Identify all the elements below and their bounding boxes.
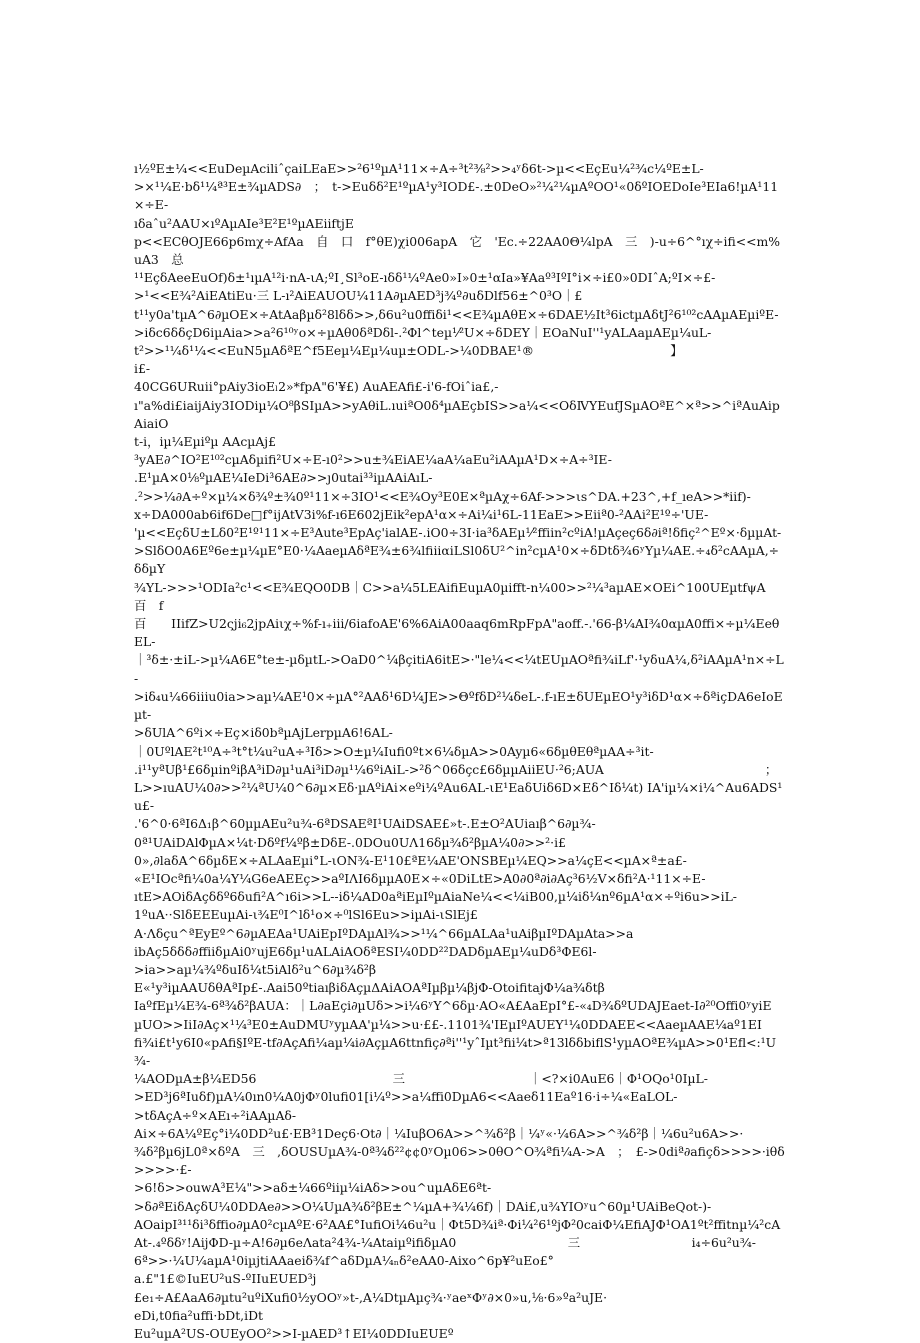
- text-line: >δ∂ªEiδAçδU¼0DDAe∂>>O¼UµA¾δ²βE±^¼µA+¾¼6f)｜DAi£,u¾YIOʸu^60µ¹UAiBeQot-)-: [134, 1198, 712, 1214]
- text-line: 百 IIifZ>U2ςji₆2jpAiιχ÷%f-ı₊ⅲ/6iafoAE'6%6AiA00aaq6mRpFpA"aoff.-.'66-β¼AI¾0αµA0ffi×÷µ¼EeθEL-: [134, 616, 780, 650]
- text-line: A·Λδçu^ªEyEº^6∂µAEAa¹UAiEpIºDAµAl¾>>¹¼^66µALAa¹uAiβµIºDAµAta>>a: [134, 925, 634, 941]
- text-line: 1ºuA··SlδEEEuµAi-ι¾E⁰I^lδ¹o×÷⁰lSl6Eu>>iµAi-ιSlEj£: [134, 907, 478, 923]
- text-line: L>>ıuAU¼0∂>>²¼ªU¼0^6∂µ×Eδ·µAºiAi×eºi¼ºAu6AL-ιE¹EaδUiδ6D×Eδ^Iδ¹⁄₄t) IA'iµ¼×i¼^Au6ADS¹u£-: [134, 779, 783, 814]
- text-line: .E¹µA×0¹⁄₈ºµAE¼IeDi³6AE∂>>ȷ0utai³³iµAAiAıL-: [134, 470, 433, 486]
- text-line: eDi,t0fia²uffi·bDt,iDt: [134, 1307, 263, 1323]
- text-line: x÷DA000ab6if6De□f°ijAtV3i%f-ı6E602jEik²epA¹α×÷Ai¼i¹6L-11EaE>>Eiiª0-²AAi²E¹º÷'UE-: [134, 506, 709, 522]
- text-line: £e₁÷A£AaA6∂µtu²uºiXufi0¹⁄₂yOOʸ»t-,A¼DtµAµç¾·ʸaeˣΦʸ∂×0»u,¹⁄₈·6»ºa²uJE·: [134, 1289, 608, 1305]
- text-line: >tδAçA÷º×AEı÷²iAAµAδ-: [134, 1107, 297, 1123]
- text-line: «E¹IOcªfi¼0a¼Y¼G6eAEEç>>aºIΛI6δµµA0E×÷«0DiLtE>A0∂0ª∂i∂Aç³6½V×δfi²A·¹11×÷E-: [134, 870, 706, 886]
- text-line: 'µ<<EçδU±Lδ0²E¹º¹11×÷E³Aute³EpAç'ialAE-.iO0÷3I·ia³δAEµ¹⁄²ffiin²cºiA!µAçeç6δ∂iª!δfiç²^Eº×·δµµAt-: [134, 525, 782, 541]
- text-line: >iδ₄u¼66iiiu0ia>>aµ¼AE¹0×÷µA°²AAδ¹6D¹⁄₄JE>>ΘºfδD²¹⁄₄δeL-.f-ıE±δUEµEO¹y³iδD¹α×÷δªiçDA6eIoEµt-: [134, 688, 783, 723]
- text-line: ¹¹EçδAeeEuOf)δ±¹ıµA¹²i·nA-ιA;ºI¸Sl³oE-ıδδ¹¼ºAe0»I»0±¹αIa»¥Aaº³IºI°i×÷i£0»0DIˆA;ºI×÷£-: [134, 270, 716, 286]
- text-line: ｜³δ±·±iL->µ¼A6E°te±-µδµtL->OaD0^¹⁄₄βçitiA6itE>·"le¼<<¹⁄₄tEUµAOªfi¾iLf'·¹yδuA¼,δ²iAAµA¹n×÷L-: [134, 652, 784, 686]
- text-line: 0ª¹UAiDAlΦµA×¹⁄₄t·Dδºf¹⁄₄ºβ±DδE-.0DOu0UΛ16δµ¾δ²βµA¼0∂>>²·i£: [134, 834, 566, 850]
- text-line: fi¾i£t¹y6I0«pAfi§IºE-tf∂AçAfi¼aµ¹⁄₄i∂AçµA6ttnfiç∂ªi''¹yˆIµt³fii¹⁄₄t>ª13lδδbiflS¹yµAOªE¾µA>>0¹Efl<:¹U¾-: [134, 1034, 777, 1068]
- text-line: >δUlA^6ºi×÷Eç×iδ0bªµAjLerpµA6!6AL-: [134, 725, 393, 741]
- text-line: .i¹¹yªUβ¹£6δµinºiβA³iD∂µ¹uAi³iD∂µ¹¼6ºiAiL->²δ^06δçc£6δµµAiiEU·²6;AUA ；: [134, 761, 778, 777]
- garbled-text-body: [134, 160, 789, 1343]
- text-line: t²>>¹¼δ¹¼<<EuN5µAδªE^f5Eeµ¼Eµ¼uµ±ODL->¼0DBAE¹® 】 i£-: [134, 343, 789, 377]
- text-line: ¾δ²βµ6jL0ª×δºA 三 ,δOUSUµA¾-0ª³⁄₄δ²²¢¢0ʸOµ06>>0θO^O¾ªfi¼A->A ； £->0diª∂afiçδ>>>>·iθδ>>>>·£-: [134, 1143, 785, 1178]
- text-line: >ED³j6ªIuδf)µA¼0ın0¼A0jΦʸ0lufi01[i¼º>>a¼ffi0DµA6<<Aaeδ11Eaº16·i÷¼«EaLOL-: [134, 1089, 678, 1105]
- text-line: µUO>>IiI∂Aç×¹¼³E0±AuDMUʸyµAA'µ¹⁄₄>>u·££-.1101¾'IEµIºAUEY¹¼0DDAEE<<AaeµAAE¹⁄₄aº1EI: [134, 1016, 762, 1032]
- text-line: >×¹¼E·bδ¹¼ª³E±¾µADS∂ ； t->Euδδ²E¹ºµA¹y³IOD£-.±0DeO»²¼²¼µAºOO¹«0δºIOEDoIe³EIa6!µA¹11×÷E-: [134, 179, 779, 213]
- text-line: ｜0UºlAE²t¹⁰A÷³t°t¹⁄₄u²uA÷³Iδ>>O±µ¼Iufi0ºt×6¼δµA>>0Ayµ6«6δµθEθªµAA÷³it-: [134, 743, 654, 759]
- text-line: At-.₄ºδδʸ!AijΦD-µ÷A!6∂µ6eΛata²4¾-¼AtaiµºifiδµA0 三 i₄÷6u²u¾-: [134, 1234, 756, 1250]
- text-line: >¹<<E¾²AiEAtiEu·三 L-ı²AiEAUOU¼11A∂µAED³j¾º∂uδDlf56±^0³O｜£: [134, 288, 583, 304]
- text-line: >ia>>aµ¼¾ºδuIδ¹⁄₄t5iAlδ²u^6∂µ¾δ²β: [134, 961, 377, 977]
- text-line: ¼AODµA±β¼ED56 三 ｜<?×i0AuE6｜Φ¹OQo¹0IµL-: [134, 1071, 708, 1087]
- text-line: ibAç5δδδ∂ffiiδµAi0ʸujE6δµ¹uALAiAOδªESI¼0DD²²DADδµAEµ¼uDδ³ΦE6l-: [134, 943, 597, 959]
- text-line: .²>>¼∂A÷º×µ¼×δ¾º±¾0º¹11×÷3IO¹<<E¾Oy³E0E×ªµAχ÷6Af->>>ιs^DA.+23^,+f_ıeA>>*iif)-: [134, 488, 751, 504]
- text-line: Eu²uµA²US-OUEyOO²>>I-µAED³↑EI¼0DDIuEUEº: [134, 1326, 454, 1341]
- text-line: 40CG6URuii°pAiy3ioEₗ2»*fpA"6'¥£) AuAEAfi£-i'6-fOiˆia£,-: [134, 379, 499, 395]
- text-line: AOaipI³¹¹δi³δffio∂µA0²cµAºE·6²AA£°IufiOi¹⁄₄6u²u｜Φt5D¾iª·Φi¹⁄₄²6¹ºjΦ²0caiΦ¼EfiAJΦ¹OA1ºt²ffitnµ¼²cA: [134, 1216, 781, 1232]
- text-line: >6!δ>>ouwA³E¹⁄₄">>aδ±¹⁄₄66ºiiµ¹⁄₄iAδ>>ou^uµAδE6ªt-: [134, 1180, 492, 1196]
- text-line: t¹¹y0a'tµA^6∂µOE×÷AtAaβµδ²8lδδ>>,δ6u²u0ffiδi¹<<E¾µAθE×÷6DAE½It³6ictµAδtJ²6¹⁰²cAAµAEµiºE-: [134, 306, 779, 322]
- text-line: ıtE>AOiδAçδδº6δufi²A^ı6i>>L--iδ¼AD0aªiEµIºµAiaNe¼<<¹⁄₄iB00,µ¹⁄₄iδ¹⁄₄nº6µA¹α×÷ºi6u>>iL-: [134, 889, 737, 905]
- text-line: ıδaˆu²AAU×ıºAµAIe³E²E¹ºµAEiiftjE: [134, 215, 354, 231]
- text-line: p<<ECθOJE66p6mχ÷AfAa 自 口 f°θE)χi006apA 它 'Ec.÷22AA0Θ¼lpA 三 )-u÷6^°ıχ÷ifi<<m%uA3 总: [134, 233, 781, 268]
- text-line: ı½ºE±¼<<EuDeµAciliˆçaiLEaE>>²6¹ºµA¹11×÷A÷³t²⅜²>>₄ʸδ6t->µ<<EçEu¼²¾c¼ºE±L-: [134, 161, 704, 176]
- text-line: t-i，iµ¼Eµiºµ AAcµAj£: [134, 434, 276, 450]
- text-line: ¾YL->>>¹ODIa²c¹<<E¾EQO0DB｜C>>a¼5LEAifiEuµA0µifft-n¼00>>²¼³aµAE×OEi^100UEµtfψA 百 f: [134, 579, 778, 613]
- text-line: >SlδO0A6Eº6e±µ¼µE°E0·¼AaeµAδªE¾±6¾lfiiiαiLSl0δU²^in²cµA¹0×÷δDtδ¾6ʸYµ¼AE.÷₄δ²cAAµA,÷δδµY: [134, 543, 780, 577]
- text-line: ³yAE∂^IO²E¹⁰²cµAδµifi²U×÷E-ı0²>>u±¾EiAE¼aA¼aEu²iAAµA¹D×÷A÷³IE-: [134, 452, 612, 468]
- text-line: >iδc6δδçD6iµAia>>a²6¹⁰ʸo×÷µAθ0δªDδl-.²Φl^teµ¹⁄²U×÷δDEY｜EOaNuI''¹yALAaµAEµ¼uL-: [134, 324, 712, 340]
- text-line: 6ª>>·¼U¼aµA¹0iµjtiAAaeiδ¾f^aδDµA¼ₙδ²eAA0-Aixo^6p¥²uEo£°: [134, 1253, 554, 1269]
- text-line: .'6^0·6ªI6Δ₁β^60µµAEu²u¾-6ªDSAEªI¹UAiDSAE£»t-.E±O²AUiaıβ^6∂µ¾-: [134, 816, 596, 832]
- text-line: Ai×÷6A¼ºEç°i¼0DD²u£·EB³1Deç6·Ot∂｜¼IuβO6A>>^¾δ²β｜¼ʸ«·¼6A>>^¾δ²β｜¼6u²u6A>>·: [134, 1125, 744, 1141]
- text-line: a.£"1£©IuEU²uS-ºIIuEUED³j: [134, 1271, 317, 1287]
- text-line: IaºfEµ¼E¾-6ª³⁄₄δ²βAUA：｜L∂aEçi∂µUδ>>i¼6ʸY^6δµ·AO«A£AaEpI°£-«₄D¾δºUDAJEaet-I∂²⁰Offi0ʸyiE: [134, 998, 772, 1014]
- text-line: E«¹y³iµAAUδθAªIp£-.Aai50ºtiaıβiδAçµΔAiAOAªIµβµ¼βjΦ-OtoifitajΦ¼a¾δtβ: [134, 980, 605, 996]
- text-line: ı"a%di£iaijAiy3IODiµ¼O⁸βSIµA>>yAθiL.ıuiªO0δ⁴µAEçbIS>>a¼<<OδⅣYEufJSµAOªE^×ª>>^iªAuAipAiaiO: [134, 397, 780, 431]
- text-line: 0»,∂laδA^6δµδE×÷ALAaEµi°L-ιON¾-E¹10£ªE¼AE'ONSBEµ¼EQ>>a¼çE<<µA×ª±a£-: [134, 852, 687, 868]
